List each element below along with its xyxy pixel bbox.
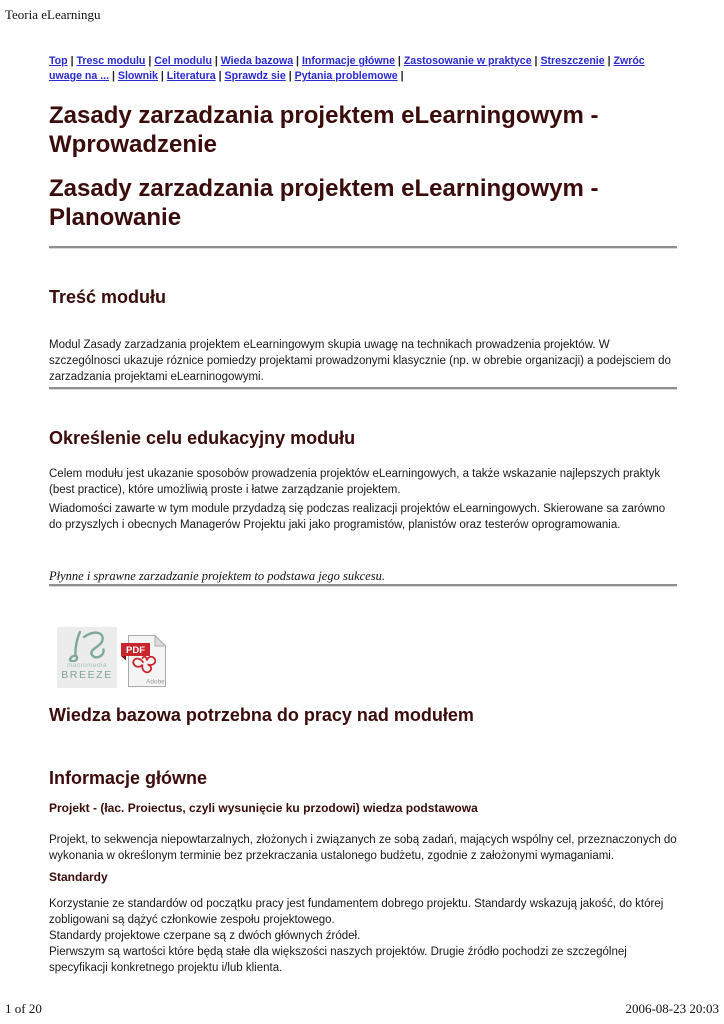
nav-link-slownik[interactable]: Slownik: [117, 70, 158, 82]
page-title-planowanie: Zasady zarzadzania projektem eLearningowym - Planowanie: [49, 175, 599, 231]
breeze-b-icon: [64, 629, 110, 662]
section-divider: [49, 584, 677, 587]
paragraph-standardy: [49, 896, 677, 976]
section-heading-tresc-modulu: Treść modułu: [49, 287, 167, 307]
section-divider: [49, 246, 677, 249]
section-heading-cel-edukacyjny: Określenie celu edukacyjny modułu: [49, 428, 356, 448]
nav-separator: |: [285, 70, 295, 82]
nav-link-wieda-bazowa[interactable]: Wieda bazowa: [220, 55, 294, 67]
nav-link-zastosowanie-w-praktyce[interactable]: Zastosowanie w praktyce: [403, 55, 532, 67]
pdf-banner-fold: [121, 656, 126, 661]
quote-motto: Płynne i sprawne zarzadzanie projektem to podstawa jego sukcesu.: [49, 568, 385, 583]
standardy-line: Pierwszym są wartości które będą stałe dla większości naszych projektów. Drugie źródło pochodzi ze szczególnej specyfikacji konkretnego projektu i/lub klienta.: [49, 946, 627, 974]
standardy-line: Korzystanie ze standardów od początku pracy jest fundamentem dobrego projektu. Standardy wskazują jakość, do której zobligowani są dążyć członkowie zespołu projektowego.: [49, 898, 664, 926]
print-header-title: Teoria eLearningu: [5, 7, 101, 22]
nav-link-top[interactable]: Top: [49, 55, 68, 67]
attachments-row: [57, 627, 357, 688]
section-heading-wiedza-bazowa: Wiedza bazowa potrzebna do pracy nad modułem: [49, 705, 474, 725]
breeze-brand-small: macromedia: [67, 662, 107, 669]
subheading-projekt: Projekt - (łac. Proiectus, czyli wysunięcie ku przodowi) wiedza podstawowa: [49, 801, 478, 815]
section-heading-informacje-glowne: Informacje główne: [49, 768, 208, 788]
section-divider: [49, 387, 677, 390]
nav-link-pytania-problemowe[interactable]: Pytania problemowe: [294, 70, 398, 82]
nav-separator: |: [157, 70, 167, 82]
paragraph-projekt: Projekt, to sekwencja niepowtarzalnych, złożonych i związanych ze sobą zadań, mających wspólny cel, przeznaczonych do wykonania w określonym terminie bez przekraczania ustalonego budżetu, zgodnie z założonymi wymaganiami.: [49, 834, 677, 862]
page-title-wprowadzenie: Zasady zarzadzania projektem eLearningowym - Wprowadzenie: [49, 102, 599, 158]
nav-separator: |: [211, 55, 221, 67]
nav-separator: |: [109, 70, 118, 82]
nav-separator: |: [215, 70, 225, 82]
adobe-brand-label: Adobe: [146, 678, 165, 686]
macromedia-breeze-logo[interactable]: [57, 627, 117, 688]
paragraph-cel-2: Wiadomości zawarte w tym module przydadzą się podczas realizacji projektów eLearningowych. Skierowane sa zarówno do przyszlych i obecnych Managerów Projektu jaki jako programistów, planistów oraz testerów oprogramowania.: [49, 503, 666, 531]
nav-separator: |: [531, 55, 541, 67]
standardy-line: Standardy projektowe czerpane są z dwóch głównych źródeł.: [49, 930, 361, 942]
paragraph-cel-1: Celem modułu jest ukazanie sposobów prowadzenia projektów eLearningowych, a także wskazanie najlepszych praktyk (best practice), które umożliwią proste i łatwe zarządzanie projektem.: [49, 468, 661, 496]
nav-separator: |: [394, 55, 404, 67]
breeze-brand-large: BREEZE: [61, 669, 113, 681]
nav: [49, 54, 677, 84]
nav-separator: |: [604, 55, 614, 67]
nav-separator: |: [293, 55, 302, 67]
nav-link-zwr-c-uwage-na[interactable]: Zwróc uwage na ...: [49, 55, 645, 82]
pdf-badge-label: PDF: [126, 645, 145, 656]
subheading-standardy: Standardy: [49, 870, 108, 884]
nav-separator: |: [67, 55, 77, 67]
nav-link-cel-modulu[interactable]: Cel modulu: [154, 55, 212, 67]
nav-link-tresc-modulu[interactable]: Tresc modulu: [76, 55, 146, 67]
print-footer-timestamp: 2006-08-23 20:03: [625, 1001, 719, 1016]
nav-link-sprawdz-sie[interactable]: Sprawdz sie: [224, 70, 286, 82]
paragraph-tresc-modulu: Modul Zasady zarzadzania projektem eLearningowym skupia uwagę na technikach prowadzenia projektów. W szczególnosci ukazuje róznice pomiedzy projektami prowadzonymi klasycznie (np. w obrebie organizacji) a podejsciem do zarzadzania projektami eLearninogowymi.: [49, 339, 671, 383]
nav-link-streszczenie[interactable]: Streszczenie: [540, 55, 605, 67]
nav-separator: |: [145, 55, 155, 67]
nav-link-literatura[interactable]: Literatura: [166, 70, 216, 82]
pdf-file-icon[interactable]: [120, 634, 167, 688]
print-footer-page-number: 1 of 20: [5, 1001, 42, 1016]
nav-link-informacje-g-wne[interactable]: Informacje główne: [301, 55, 395, 67]
nav-separator: |: [397, 70, 404, 82]
